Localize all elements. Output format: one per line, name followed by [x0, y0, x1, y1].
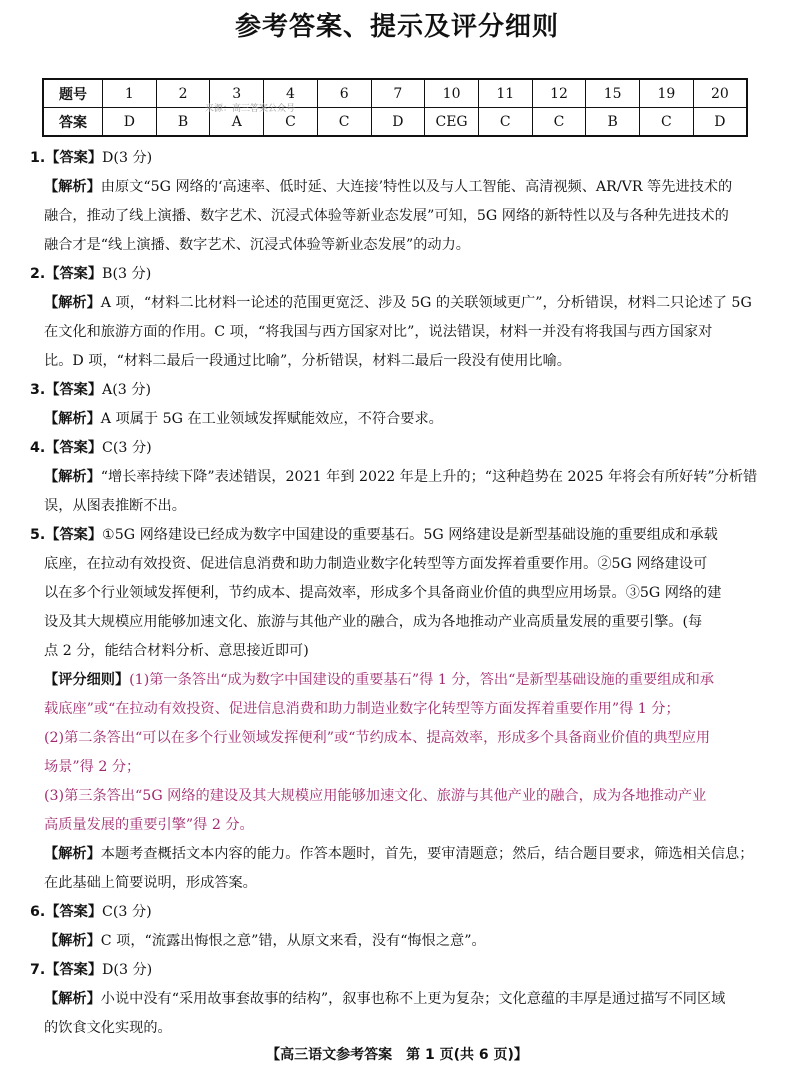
question-number-cell: 19 [640, 79, 694, 108]
line: 底座，在拉动有效投资、促进信息消费和助力制造业数字化转型等方面发挥着重要作用。②5G 网络建设可 [44, 556, 708, 572]
line: 的饮食文化实现的。 [44, 1020, 172, 1036]
question-number-cell: 7 [371, 79, 425, 108]
line: 3.【答案】A(3 分) [30, 382, 152, 398]
line: 融合才是“线上演播、数字艺术、沉浸式体验等新业态发展”的动力。 [44, 237, 470, 253]
line: 比。D 项，“材料二最后一段通过比喻”，分析错误，材料二最后一段没有使用比喻。 [44, 353, 571, 369]
line: 【解析】C 项，“流露出悔恨之意”错，从原文来看，没有“悔恨之意”。 [44, 933, 486, 949]
line: 误，从图表推断不出。 [44, 498, 186, 514]
answer-explanations [30, 144, 768, 1043]
line: (2)第二条答出“可以在多个行业领域发挥便利”或“节约成本、提高效率，形成多个具备商业价值的典型应用 [44, 730, 711, 746]
answer-key-table [42, 78, 748, 137]
question-number-cell: 12 [532, 79, 586, 108]
answer-cell: B [586, 108, 640, 137]
line: 【解析】小说中没有“采用故事套故事的结构”，叙事也称不上更为复杂；文化意蕴的丰厚是通过描写不同区域 [44, 991, 726, 1007]
line: 在文化和旅游方面的作用。C 项，“将我国与西方国家对比”，说法错误，材料一并没有将我国与西方国家对 [44, 324, 713, 340]
line: 6.【答案】C(3 分) [30, 904, 152, 920]
question-number-cell: 15 [586, 79, 640, 108]
answer-cell: D [103, 108, 157, 137]
answer-cell: D [693, 108, 747, 137]
line: 在此基础上简要说明，形成答案。 [44, 875, 257, 891]
page-footer: 【高三语文参考答案 第 1 页(共 6 页)】 [266, 1047, 528, 1063]
question-number-cell: 11 [478, 79, 532, 108]
line: 5.【答案】①5G 网络建设已经成为数字中国建设的重要基石。5G 网络建设是新型基础设施的重要组成和承载 [30, 527, 718, 543]
page-title: 参考答案、提示及评分细则 [234, 12, 559, 42]
answer-cell: C [478, 108, 532, 137]
question-number-cell: 3 [210, 79, 264, 108]
line: 2.【答案】B(3 分) [30, 266, 152, 282]
line: 7.【答案】D(3 分) [30, 962, 153, 978]
answer-cell: C [640, 108, 694, 137]
answer-cell: C [317, 108, 371, 137]
watermark: 来源：高三答案公众号 [205, 104, 296, 114]
line: 【评分细则】(1)第一条答出“成为数字中国建设的重要基石”得 1 分，答出“是新型基础设施的重要组成和承 [44, 672, 714, 688]
line: 【解析】由原文“5G 网络的‘高速率、低时延、大连接’特性以及与人工智能、高清视频、AR/VR 等先进技术的 [44, 179, 733, 195]
row-label-answer: 答案 [43, 108, 103, 137]
line: 设及其大规模应用能够加速文化、旅游与其他产业的融合，成为各地推动产业高质量发展的重要引擎。(每 [44, 614, 703, 630]
question-number-cell: 1 [103, 79, 157, 108]
question-number-cell: 6 [317, 79, 371, 108]
line: 【解析】本题考查概括文本内容的能力。作答本题时，首先，要审清题意；然后，结合题目要求，筛选相关信息； [44, 846, 754, 862]
line: 4.【答案】C(3 分) [30, 440, 152, 456]
line: (3)第三条答出“5G 网络的建设及其大规模应用能够加速文化、旅游与其他产业的融合，成为各地推动产业 [44, 788, 707, 804]
answer-cell: C [264, 108, 318, 137]
line: 高质量发展的重要引擎”得 2 分。 [44, 817, 254, 833]
line: 点 2 分，能结合材料分析、意思接近即可) [44, 643, 309, 659]
line: 载底座”或“在拉动有效投资、促进信息消费和助力制造业数字化转型等方面发挥着重要作用”得 1 分； [44, 701, 680, 717]
answer-row [43, 108, 747, 137]
question-number-row [43, 79, 747, 108]
line: 1.【答案】D(3 分) [30, 150, 153, 166]
line: 场景”得 2 分； [44, 759, 141, 775]
answer-cell: D [371, 108, 425, 137]
line: 融合，推动了线上演播、数字艺术、沉浸式体验等新业态发展”可知，5G 网络的新特性以及与各种先进技术的 [44, 208, 729, 224]
answer-cell: A [210, 108, 264, 137]
answer-cell: C [532, 108, 586, 137]
line: 【解析】A 项属于 5G 在工业领域发挥赋能效应，不符合要求。 [44, 411, 443, 427]
answer-cell: CEG [425, 108, 479, 137]
answer-cell: B [156, 108, 210, 137]
line: 【解析】“增长率持续下降”表述错误，2021 年到 2022 年是上升的；“这种趋势在 2025 年将会有所好转”分析错 [44, 469, 758, 485]
line: 以在多个行业领域发挥便利，节约成本、提高效率，形成多个具备商业价值的典型应用场景。③5G 网络的建 [44, 585, 722, 601]
question-number-cell: 10 [425, 79, 479, 108]
line: 【解析】A 项，“材料二比材料一论述的范围更宽泛、涉及 5G 的关联领域更广”，分析错误，材料二只论述了 5G [44, 295, 752, 311]
row-label-question-number: 题号 [43, 79, 103, 108]
question-number-cell: 4 [264, 79, 318, 108]
question-number-cell: 20 [693, 79, 747, 108]
question-number-cell: 2 [156, 79, 210, 108]
